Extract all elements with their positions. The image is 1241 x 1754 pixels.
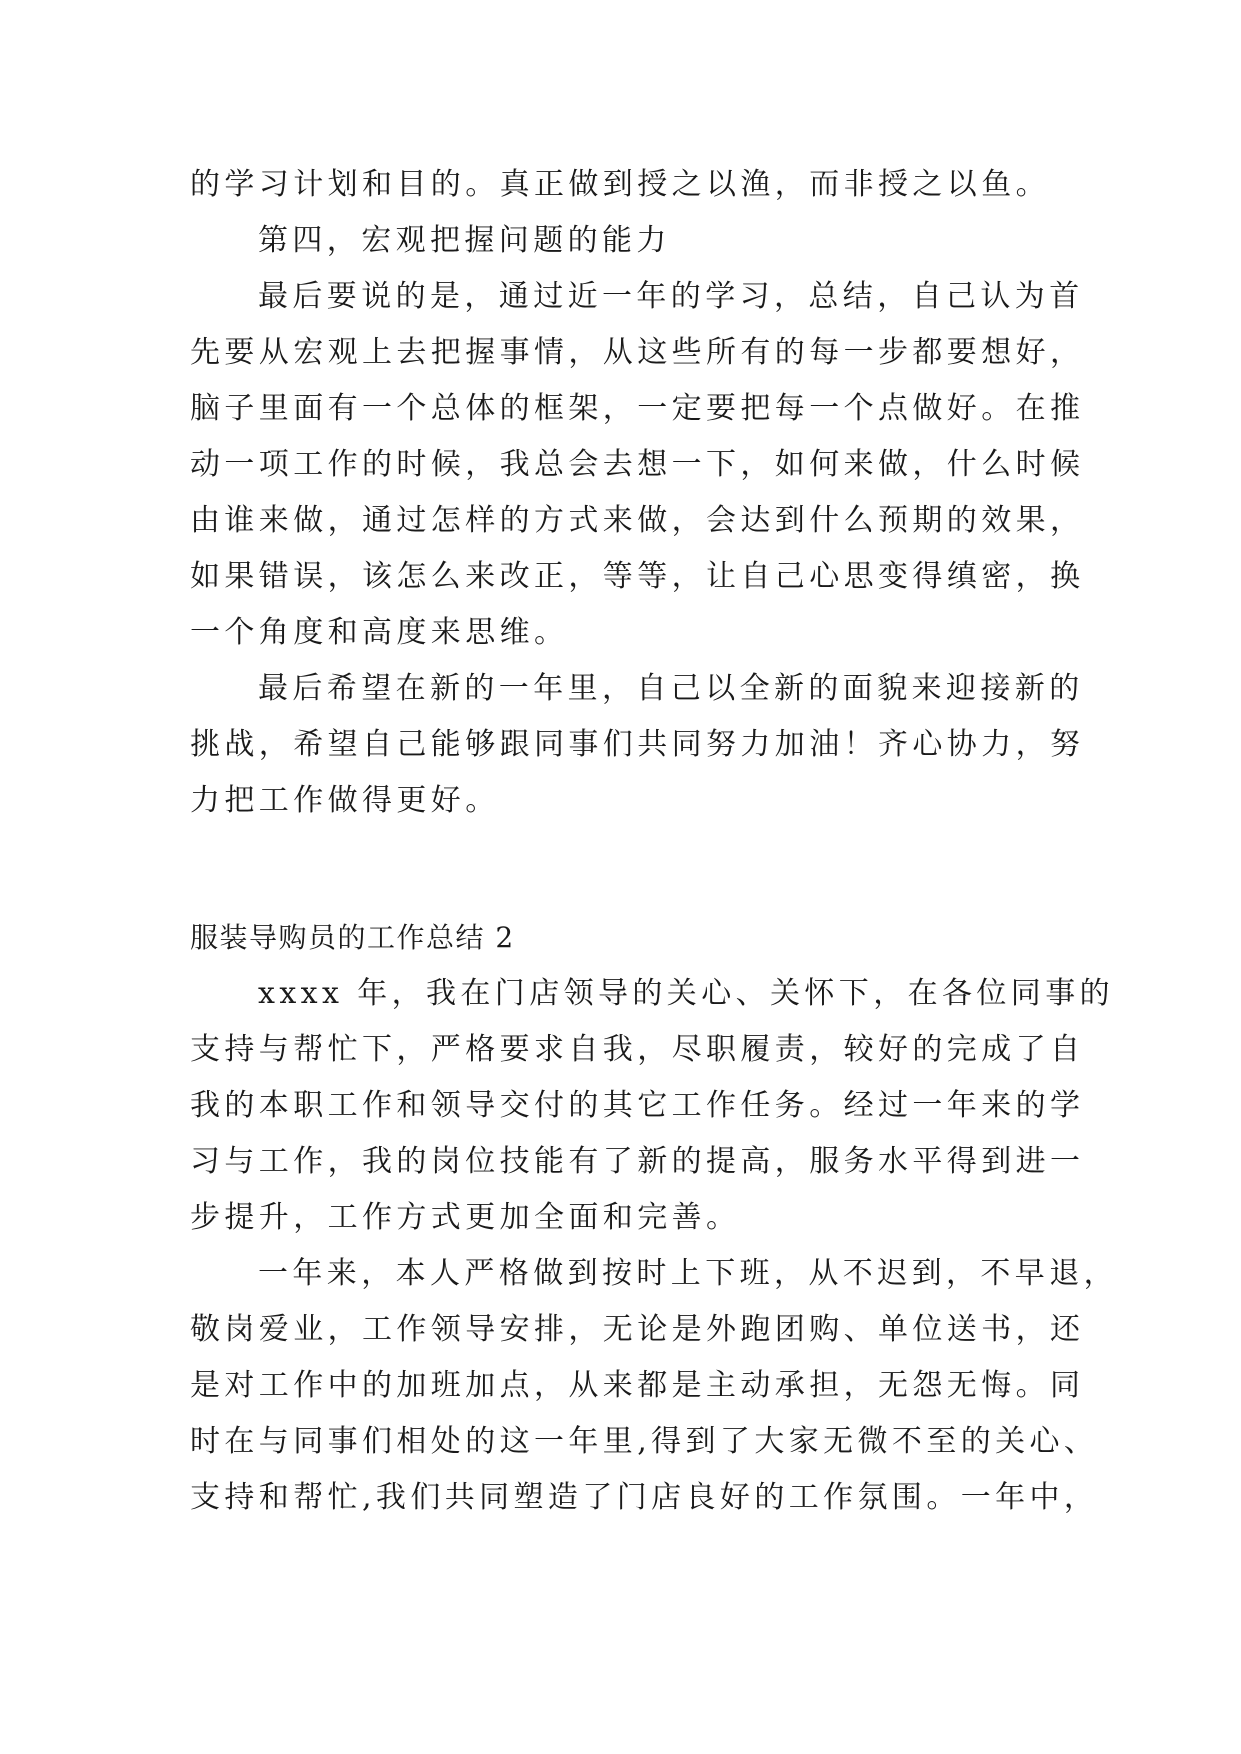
- subheading-line: 第四，宏观把握问题的能力: [258, 223, 671, 258]
- paragraph-line: 最后希望在新的一年里，自己以全新的面貌来迎接新的: [258, 671, 1084, 706]
- paragraph-line: 动一项工作的时候，我总会去想一下，如何来做，什么时候: [190, 447, 1085, 482]
- paragraph-line: 我的本职工作和领导交付的其它工作任务。经过一年来的学: [190, 1088, 1085, 1123]
- paragraph-line: 一个角度和高度来思维。: [190, 615, 569, 650]
- paragraph-line: 力把工作做得更好。: [190, 783, 500, 818]
- section-title: 服装导购员的工作总结 2: [190, 921, 515, 954]
- paragraph-line: 敬岗爱业，工作领导安排，无论是外跑团购、单位送书，还: [190, 1312, 1085, 1347]
- paragraph-line: 是对工作中的加班加点，从来都是主动承担，无怨无悔。同: [190, 1368, 1085, 1403]
- paragraph-line: 习与工作，我的岗位技能有了新的提高，服务水平得到进一: [190, 1144, 1085, 1179]
- paragraph-line: 先要从宏观上去把握事情，从这些所有的每一步都要想好，: [190, 335, 1085, 370]
- paragraph-line: 时在与同事们相处的这一年里,得到了大家无微不至的关心、: [190, 1424, 1099, 1459]
- paragraph-line: 如果错误，该怎么来改正，等等，让自己心思变得缜密，换: [190, 559, 1085, 594]
- paragraph-line: xxxx 年，我在门店领导的关心、关怀下，在各位同事的: [258, 976, 1115, 1011]
- paragraph-line: 步提升，工作方式更加全面和完善。: [190, 1200, 741, 1235]
- paragraph-line: 支持和帮忙,我们共同塑造了门店良好的工作氛围。一年中，: [190, 1480, 1099, 1515]
- paragraph-line: 支持与帮忙下，严格要求自我，尽职履责，较好的完成了自: [190, 1032, 1085, 1067]
- paragraph-line: 由谁来做，通过怎样的方式来做，会达到什么预期的效果，: [190, 503, 1085, 538]
- paragraph-line: 挑战，希望自己能够跟同事们共同努力加油！齐心协力，努: [190, 727, 1085, 762]
- paragraph-line: 一年来，本人严格做到按时上下班，从不迟到，不早退，: [258, 1256, 1118, 1291]
- paragraph-line: 的学习计划和目的。真正做到授之以渔，而非授之以鱼。: [190, 167, 1050, 202]
- paragraph-line: 最后要说的是，通过近一年的学习，总结，自己认为首: [258, 279, 1084, 314]
- paragraph-line: 脑子里面有一个总体的框架，一定要把每一个点做好。在推: [190, 391, 1085, 426]
